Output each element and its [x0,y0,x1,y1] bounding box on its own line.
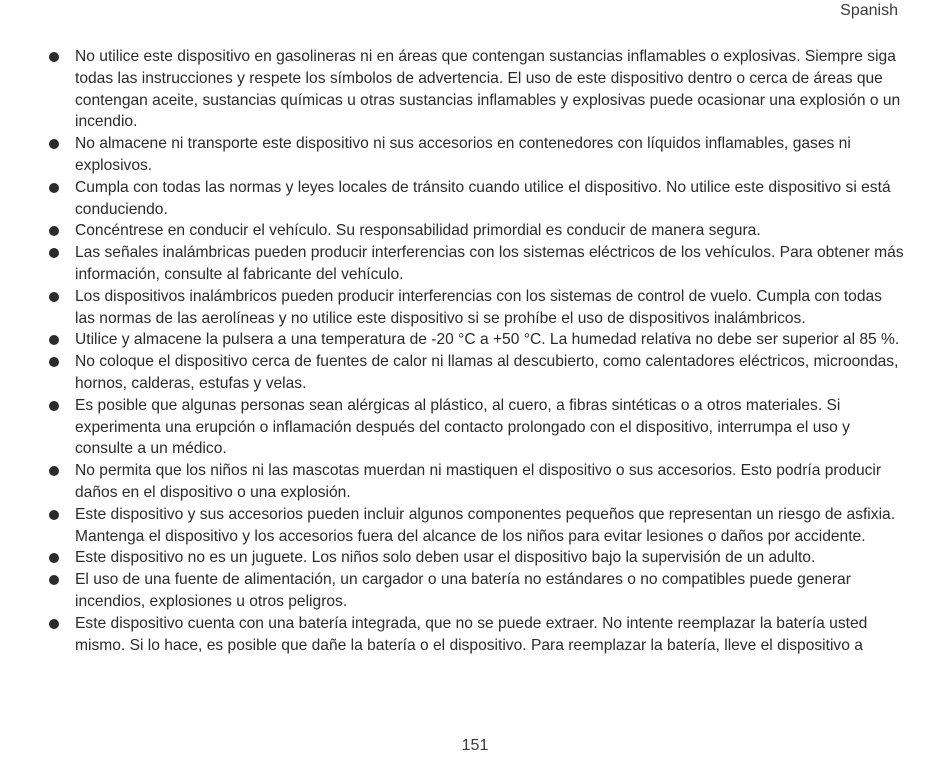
list-item-text: El uso de una fuente de alimentación, un cargador o una batería no estándares o no compatibles puede generar incendios, explosiones u otros peligros. [75,571,851,610]
bullet-icon [49,139,59,149]
bullet-icon [49,619,59,629]
list-item [46,329,904,351]
bullet-icon [49,575,59,585]
list-item-text: Las señales inalámbricas pueden producir interferencias con los sistemas eléctricos de los vehículos. Para obtener más información, consulte al fabricante del vehículo. [75,244,904,283]
list-item-text: No almacene ni transporte este dispositivo ni sus accesorios en contenedores con líquidos inflamables, gases ni explosivos. [75,135,851,174]
list-item [46,133,904,177]
list-item-text: Este dispositivo cuenta con una batería integrada, que no se puede extraer. No intente reemplazar la batería usted mismo. Si lo hace, es posible que dañe la batería o el dispositivo. Para reemplazar la batería, lleve el dispositivo a [75,614,868,654]
bullet-icon [49,553,59,563]
header-language-label: Spanish [840,2,898,19]
bullet-icon [49,292,59,302]
bullet-icon [49,226,59,236]
list-item [46,504,904,548]
list-item [46,351,904,395]
list-item-text: Concéntrese en conducir el vehículo. Su responsabilidad primordial es conducir de manera segura. [75,222,761,240]
list-item [46,286,904,330]
list-item-text: Cumpla con todas las normas y leyes locales de tránsito cuando utilice el dispositivo. No utilice este dispositivo si está conduciendo. [75,178,891,218]
list-item [46,242,904,286]
bullet-icon [49,510,59,520]
list-item-text: Utilice y almacene la pulsera a una temperatura de -20 °C a +50 °C. La humedad relativa no debe ser superior al 85 %. [75,331,900,349]
list-item-text: No coloque el dispositivo cerca de fuentes de calor ni llamas al descubierto, como calentadores eléctricos, microondas, hornos, calderas, estufas y velas. [75,353,899,392]
bullet-icon [49,401,59,411]
list-item [46,46,904,133]
bullet-icon [49,466,59,476]
bullet-icon [49,335,59,345]
page-number: 151 [461,737,489,754]
list-item [46,547,904,569]
list-item-text: Este dispositivo no es un juguete. Los niños solo deben usar el dispositivo bajo la supervisión de un adulto. [75,549,816,567]
list-item-text: No permita que los niños ni las mascotas muerdan ni mastiquen el dispositivo o sus accesorios. Esto podría producir daños en el dispositivo o una explosión. [75,462,882,501]
list-item-text: No utilice este dispositivo en gasolineras ni en áreas que contengan sustancias inflamables o explosivas. Siempre siga todas las instrucciones y respete los símbolos de advertencia. El uso de este dispositivo dentro o cerca de áreas que contengan aceite, sustancias químicas u otras sustancias inflamables y explosivas puede ocasionar una explosión o un incendio. [75,48,901,131]
safety-bullet-list [46,46,904,656]
list-item [46,569,904,613]
bullet-icon [49,52,59,62]
list-item [46,395,904,460]
bullet-icon [49,248,59,258]
bullet-icon [49,183,59,193]
list-item [46,460,904,504]
list-item [46,177,904,221]
list-item-text: Este dispositivo y sus accesorios pueden incluir algunos componentes pequeños que representan un riesgo de asfixia. Mantenga el dispositivo y los accesorios fuera del alcance de los niños para evitar lesiones o daños por accidente. [75,505,896,545]
list-item [46,613,904,657]
list-item [46,220,904,242]
bullet-icon [49,357,59,367]
list-item-text: Es posible que algunas personas sean alérgicas al plástico, al cuero, a fibras sintéticas o a otros materiales. Si experimenta una erupción o inflamación después del contacto prolongado con el dispositivo, interrumpa el uso y consulte a un médico. [75,396,850,458]
list-item-text: Los dispositivos inalámbricos pueden producir interferencias con los sistemas de control de vuelo. Cumpla con todas las normas de las aerolíneas y no utilice este dispositivo si se prohíbe el uso de dispositivos inalámbricos. [75,287,882,327]
